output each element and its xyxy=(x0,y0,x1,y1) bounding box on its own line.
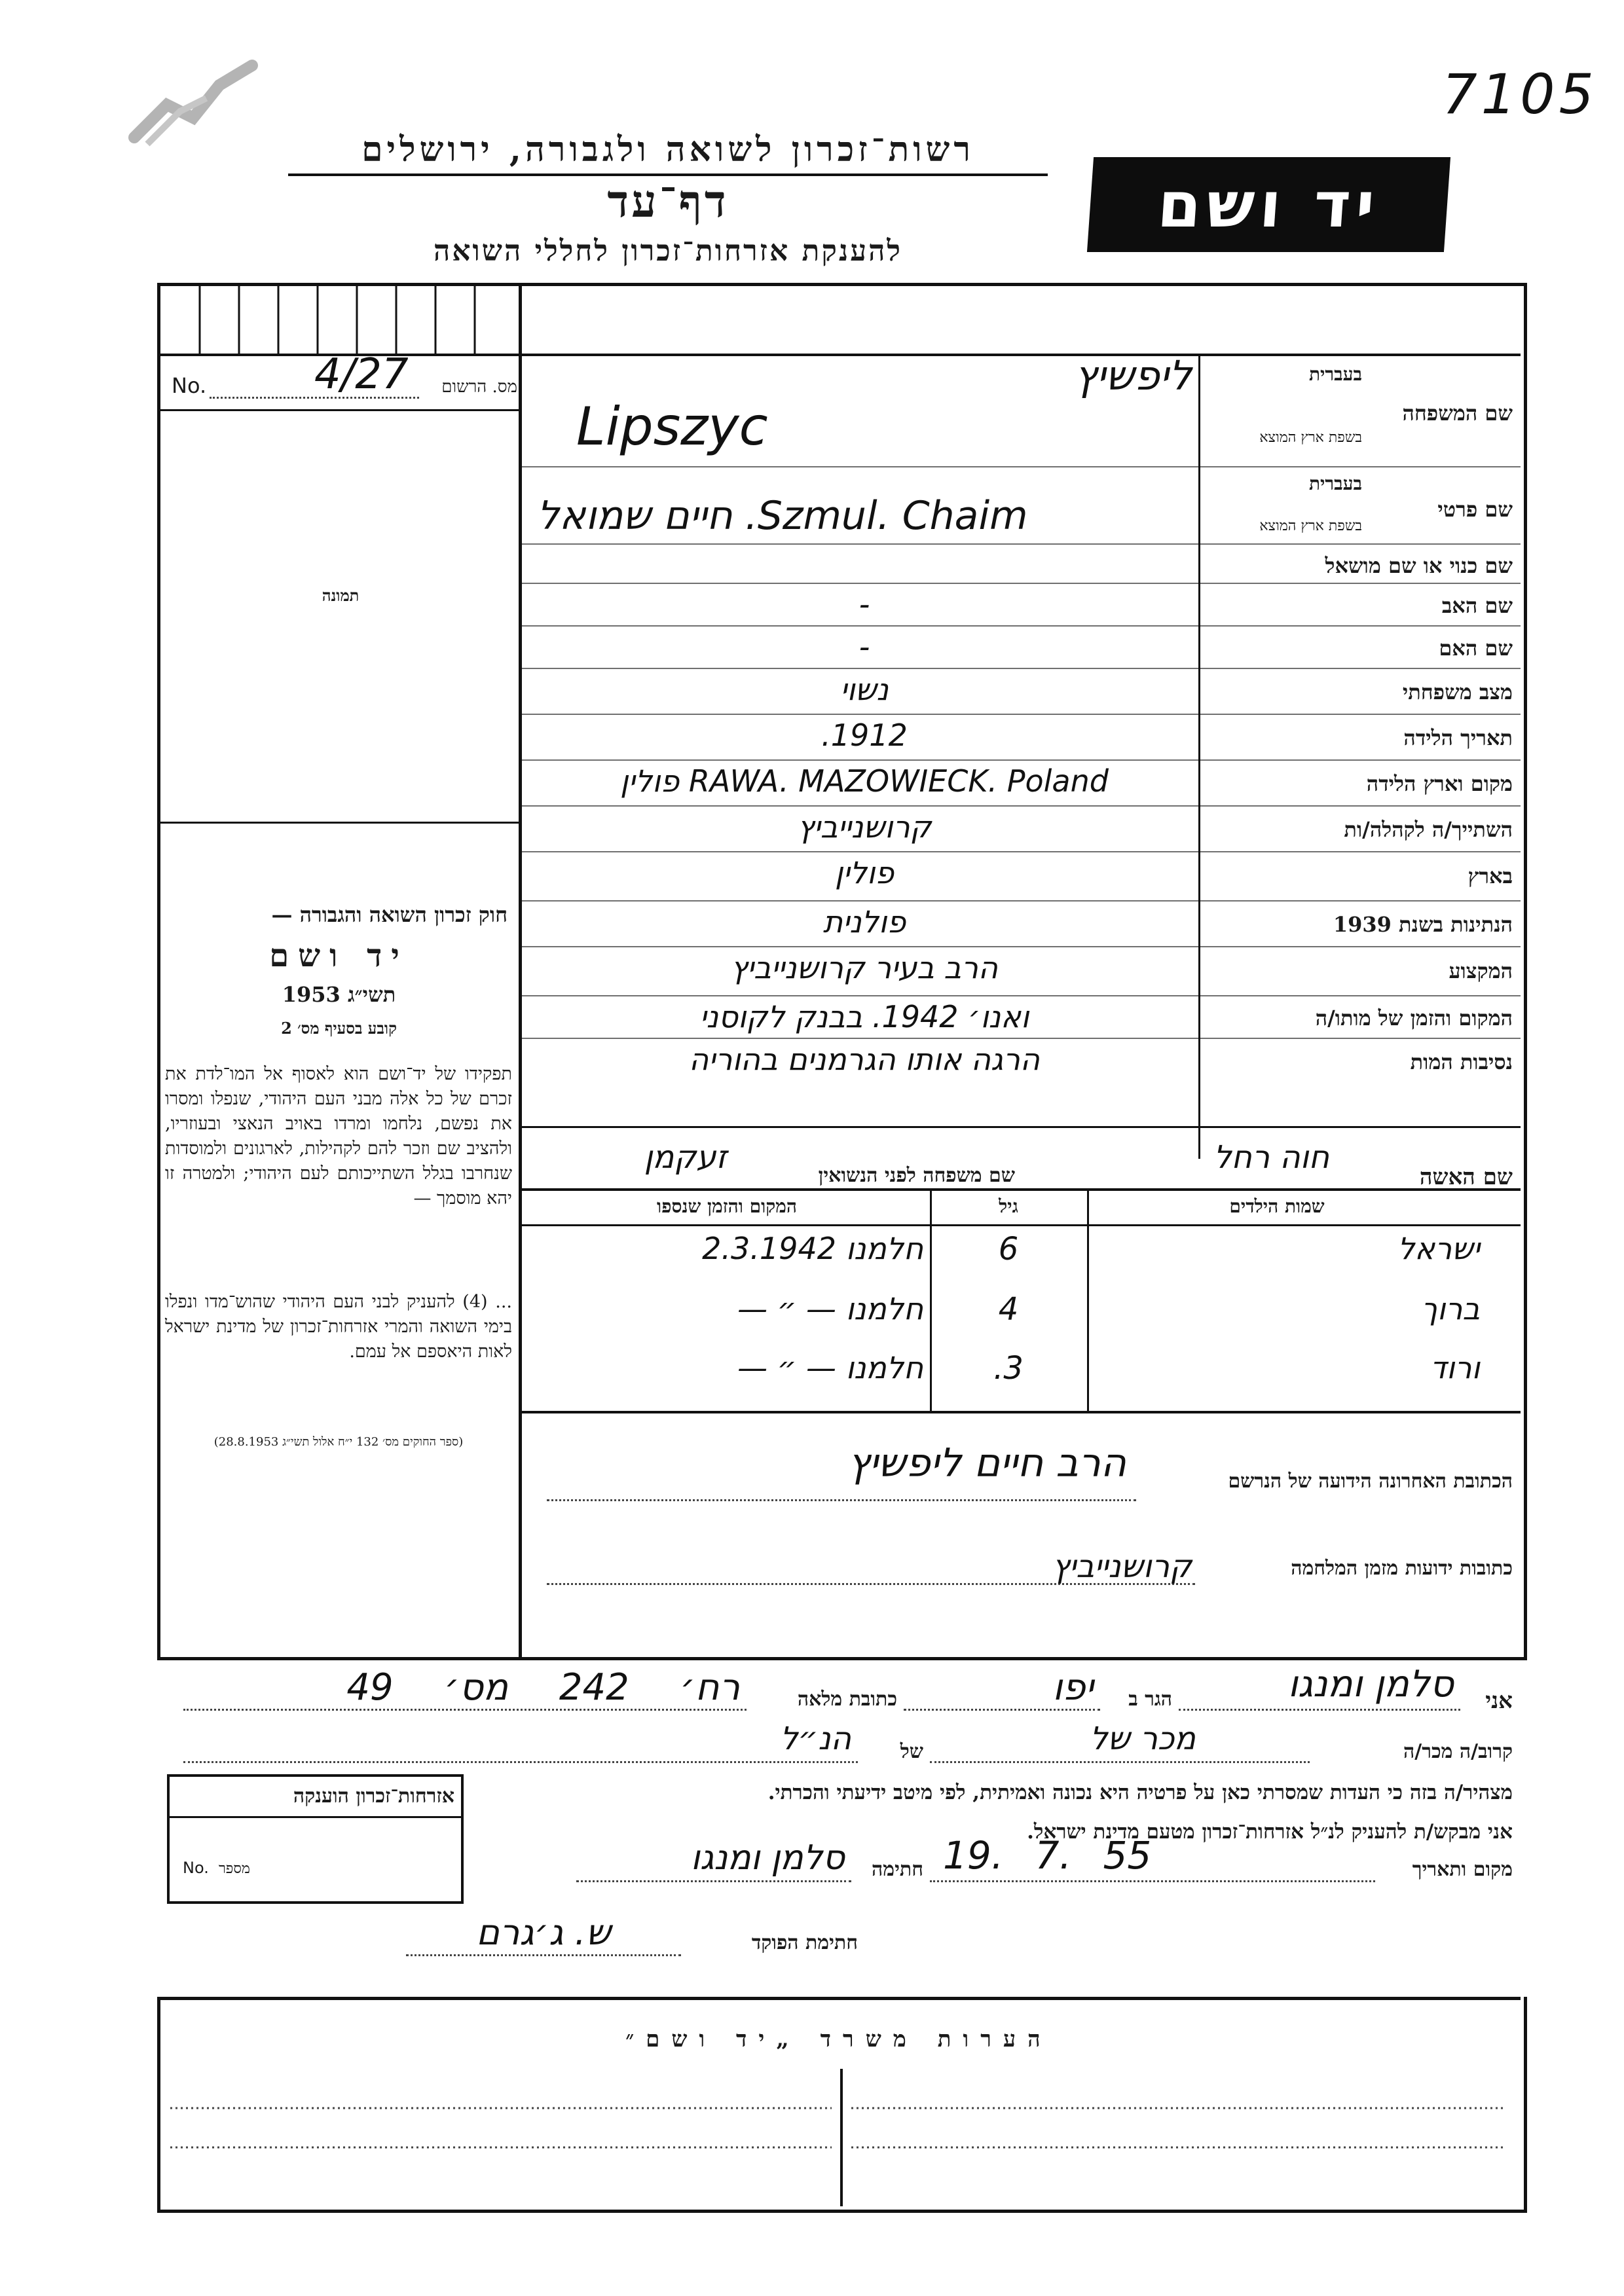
law-source: (ספר החוקים מס׳ 132 י״ח אלול תשי״ג 28.8.1953) xyxy=(213,1435,464,1449)
field-value[interactable]: ואנו׳ 1942. בבנק לקוסני xyxy=(699,999,1029,1034)
law-paragraph-1: תפקידו של יד־ושם הוא לאסוף אל המו־לדת את זכרם של כל אלה מבני העם היהודי, שנפלו ומסרו את נפשם, נלחמו ומרדו באויב הנאצי ובעוזריו, ולהציב שם וזכר להם לקהילות, לארגונים ולמוסדות שנחרבו בגלל השתייכותם לעם היהודי; ולמטרה זו יהא מוסמך — xyxy=(165,1064,512,1209)
remarks-frame xyxy=(157,1997,1527,2213)
child-name[interactable]: ורוד xyxy=(1430,1350,1480,1385)
field-value[interactable]: RAWA. MAZOWIECK. Poland פולין xyxy=(620,763,1109,799)
declarant-ani-label: אני xyxy=(1485,1688,1513,1714)
registration-number: 4/27 xyxy=(314,350,409,399)
citizenship-no-label: No. xyxy=(183,1859,209,1877)
law-title: חוק זכרון השואה והגבורה — xyxy=(271,902,507,927)
child-name[interactable]: ברוך xyxy=(1421,1291,1480,1326)
relation-value[interactable]: מכר של xyxy=(1090,1721,1196,1757)
children-header-names: שמות הילדים xyxy=(1229,1195,1325,1217)
field-label: השתייך/ה לקהלה/ות xyxy=(1344,816,1513,842)
law-paragraph-2: ... (4) להעניק לבני העם היהודי שהוש־מדו ונפלו בימי השואה והמרי אזרחות־זכרון של מדינת ישראל לאות היאספם אל עמם. xyxy=(165,1292,512,1362)
org-line: רשות־זכרון לשואה ולגבורה, ירושלים xyxy=(288,130,1048,176)
wife-label: שם האשה xyxy=(1419,1164,1513,1190)
stamp-mark xyxy=(121,46,272,151)
declarant-name[interactable]: סלמן ומנגו xyxy=(1287,1663,1454,1705)
declaration-text: מצהיר/ה בזה כי העדות שמסרתי כאן על פרטיה היא נכונה ואמיתית, לפי מיטב ידיעתי והכרתי. xyxy=(767,1781,1513,1804)
field-value-hebrew[interactable]: ליפשיץ xyxy=(1074,352,1192,399)
child-place-time[interactable]: חלמנו — ״ — xyxy=(737,1350,923,1385)
field-label: שם המשפחה xyxy=(1402,400,1513,426)
request-text: אני מבקש/ת להעניק לנ״ל אזרחות־זכרון מטעם מדינת ישראל. xyxy=(1027,1820,1513,1844)
field-label: שם פרטי xyxy=(1437,497,1513,522)
archive-number: 7105 xyxy=(1442,62,1598,126)
law-year: תשי״ג 1953 xyxy=(282,982,396,1007)
children-header-age: גיל xyxy=(999,1195,1018,1217)
war-address-value[interactable]: קרושנייביץ xyxy=(1052,1548,1192,1585)
place-date-value[interactable]: 19. 7. 55 xyxy=(943,1833,1152,1878)
field-label: המקצוע xyxy=(1449,958,1513,983)
field-label: שם כנוי או שם מושאל xyxy=(1325,553,1513,578)
citizenship-number-label: מספר xyxy=(219,1861,250,1877)
field-label: שם האב xyxy=(1441,593,1513,619)
wife-value[interactable]: חוה רחל xyxy=(1213,1139,1329,1176)
signature-value[interactable]: סלמן ומנגו xyxy=(690,1838,845,1878)
field-value[interactable]: פולנית xyxy=(822,904,906,939)
declarant-lives-label: הגר ב xyxy=(1128,1688,1172,1711)
field-value[interactable]: - xyxy=(858,587,870,622)
logo-text: יד ושם xyxy=(1155,168,1382,242)
last-address-label: הכתובת האחרונה הידועה של הנרשם xyxy=(1228,1470,1513,1493)
child-place-time[interactable]: חלמנו — ״ — xyxy=(737,1291,923,1326)
registration-label: מס. הרשום xyxy=(441,377,517,397)
wife-maiden-label: שם משפחה לפני הנשואין xyxy=(818,1164,1015,1187)
child-age[interactable]: 4 xyxy=(998,1291,1019,1328)
field-value[interactable]: הרגה אותו הגרמנים בהוריה xyxy=(689,1042,1040,1077)
last-address-value[interactable]: הרב חיים ליפשיץ xyxy=(847,1440,1126,1486)
child-age[interactable]: 6 xyxy=(998,1231,1019,1267)
form-subtitle: להענקת אזרחות־זכרון לחללי השואה xyxy=(433,234,902,268)
field-sublabel-hebrew: בעברית xyxy=(1308,363,1362,385)
field-label: תאריך הלידה xyxy=(1403,725,1513,750)
of-label: של xyxy=(900,1740,923,1763)
field-value[interactable]: הרב בעיר קרושנייביץ xyxy=(731,950,998,985)
field-sublabel-origin-language: בשפת ארץ המוצא xyxy=(1259,429,1362,446)
place-date-label: מקום ותאריך xyxy=(1412,1858,1513,1881)
field-label: שם האם xyxy=(1439,636,1513,661)
of-value[interactable]: הנ״ל xyxy=(780,1721,851,1757)
field-label: המקום והזמן של מותו/ה xyxy=(1315,1006,1513,1031)
child-name[interactable]: ישראל xyxy=(1397,1231,1480,1266)
law-clause: קובע בסעיף מס׳ 2 xyxy=(281,1019,397,1038)
field-value[interactable]: Szmul. Chaim. חיים שמואל xyxy=(537,493,1028,539)
remarks-title: הערות משרד „יד ושם״ xyxy=(625,2026,1052,2052)
field-label: הנתינות בשנת 1939 xyxy=(1333,911,1513,937)
citizenship-box-title: אזרחות־זכרון הוענקה xyxy=(293,1785,454,1808)
field-label: מקום וארץ הלידה xyxy=(1366,771,1513,796)
field-value[interactable]: 1912. xyxy=(821,718,908,753)
field-value[interactable]: נשוי xyxy=(840,672,889,707)
child-place-time[interactable]: חלמנו 2.3.1942 xyxy=(702,1231,923,1266)
full-address-value[interactable]: רח׳ 242 מס׳ 49 xyxy=(346,1666,740,1709)
relation-label: קרוב/ה מכר/ה xyxy=(1403,1740,1513,1763)
form-title: דף־עד xyxy=(607,175,729,228)
officer-signature-label: חתימת הפוקד xyxy=(751,1931,858,1954)
field-value-origin-language[interactable]: Lipszyc xyxy=(576,396,768,457)
war-address-label: כתובות ידועות מזמן המלחמה xyxy=(1291,1557,1513,1580)
field-label: מצב משפחתי xyxy=(1402,679,1513,704)
wife-maiden-value[interactable]: זעקמן xyxy=(644,1139,727,1176)
field-value[interactable]: - xyxy=(858,629,870,665)
law-name: יד ושם xyxy=(269,938,409,974)
field-label: בארץ xyxy=(1467,863,1513,888)
citizenship-box xyxy=(167,1774,464,1904)
signature-label: חתימה xyxy=(872,1858,923,1881)
top-grid-cells xyxy=(160,286,519,354)
field-label: נסיבות המות xyxy=(1410,1049,1513,1074)
yad-vashem-logo xyxy=(1087,157,1450,252)
photo-label: תמונה xyxy=(322,586,360,605)
children-header-place: המקום והזמן שנספו xyxy=(657,1195,797,1217)
child-age[interactable]: 3. xyxy=(993,1350,1024,1387)
full-address-label: כתובת מלאה xyxy=(797,1688,897,1711)
field-sublabel-origin-language: בשפת ארץ המוצא xyxy=(1259,517,1362,534)
field-value[interactable]: פולין xyxy=(834,855,895,890)
registration-no-label: No. xyxy=(172,373,207,398)
declarant-city[interactable]: יפו xyxy=(1052,1666,1094,1709)
officer-signature-value[interactable]: ש. ג׳גרם xyxy=(476,1912,611,1953)
field-value[interactable]: קרושנייביץ xyxy=(797,809,932,845)
field-sublabel-hebrew: בעברית xyxy=(1308,473,1362,494)
